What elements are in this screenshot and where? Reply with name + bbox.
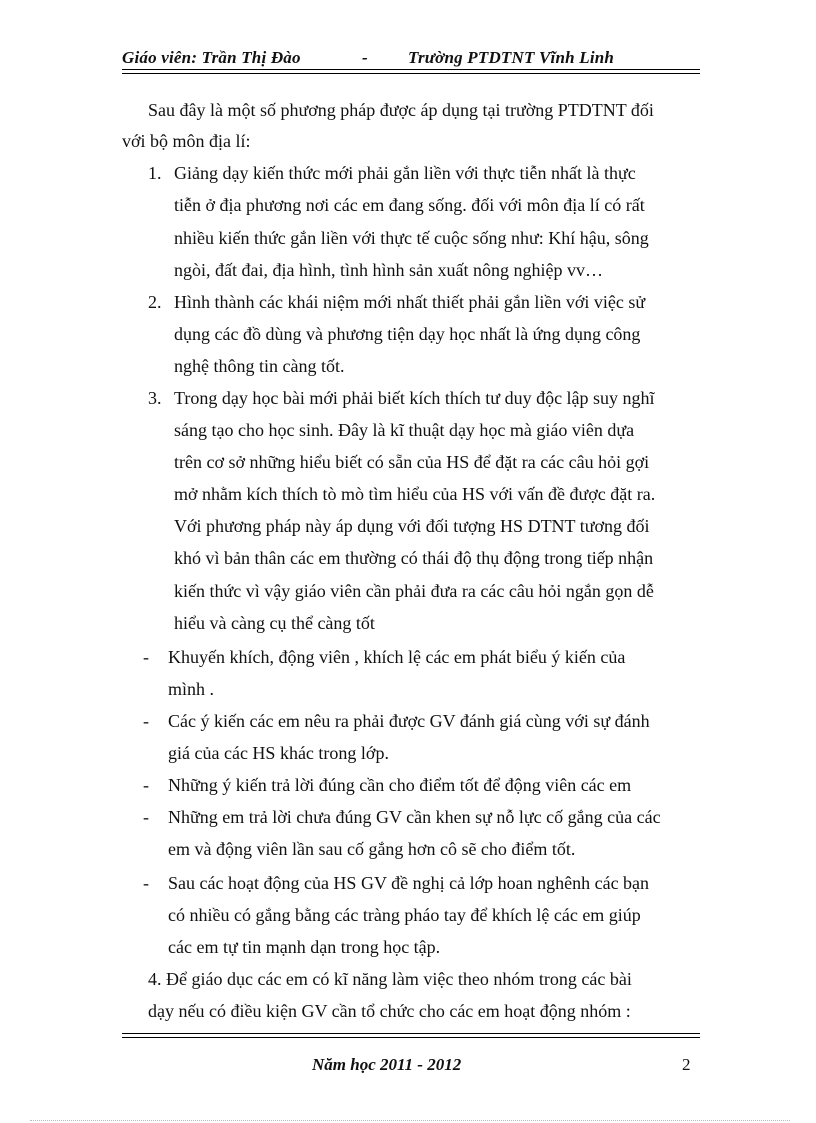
intro-line: Sau đây là một số phương pháp được áp dụng tại trường PTDTNT đối (148, 100, 654, 120)
header-separator: - (362, 48, 368, 67)
list-item-line: Trong dạy học bài mới phải biết kích thích tư duy độc lập suy nghĩ (174, 388, 655, 408)
bullet-line: Những ý kiến trả lời đúng cần cho điểm tốt để động viên các em (168, 775, 632, 795)
closing-line: dạy nếu có điều kiện GV cần tổ chức cho các em hoạt động nhóm : (148, 1001, 631, 1021)
bullet-line: Những em trả lời chưa đúng GV cần khen sự nỗ lực cố gắng của các (168, 807, 661, 827)
bullet-line: các em tự tin mạnh dạn trong học tập. (168, 937, 441, 957)
list-item-line: hiểu và càng cụ thể càng tốt (174, 613, 375, 633)
list-item-line: trên cơ sở những hiểu biết có sẵn của HS để đặt ra các câu hỏi gợi (174, 452, 650, 472)
bullet-line: giá của các HS khác trong lớp. (168, 743, 389, 763)
list-number: 3. (148, 388, 162, 408)
page-number: 2 (682, 1055, 691, 1074)
list-item-line: tiễn ở địa phương nơi các em đang sống. đối với môn địa lí có rất (174, 195, 645, 215)
list-item-line: Giảng dạy kiến thức mới phải gắn liền với thực tiễn nhất là thực (174, 163, 636, 183)
list-number: 1. (148, 163, 162, 183)
bullet-marker: - (143, 873, 149, 893)
list-item-line: khó vì bản thân các em thường có thái độ thụ động trong tiếp nhận (174, 548, 654, 568)
bullet-line: Các ý kiến các em nêu ra phải được GV đánh giá cùng với sự đánh (168, 711, 650, 731)
bullet-line: mình . (168, 679, 215, 699)
footer-rule-thick (122, 1033, 700, 1034)
bullet-marker: - (143, 807, 149, 827)
header-teacher: Giáo viên: Trần Thị Đào (122, 48, 301, 67)
list-item-line: Hình thành các khái niệm mới nhất thiết phải gắn liền với việc sử (174, 292, 646, 312)
list-item-line: nghệ thông tin càng tốt. (174, 356, 345, 376)
list-item-line: ngòi, đất đai, địa hình, tình hình sản xuất nông nghiệp vv… (174, 260, 603, 280)
bullet-marker: - (143, 775, 149, 795)
bullet-marker: - (143, 647, 149, 667)
header-rule-thin (122, 73, 700, 74)
page-header (122, 48, 700, 70)
footer-school-year: Năm học 2011 - 2012 (312, 1055, 462, 1074)
list-item-line: Với phương pháp này áp dụng với đối tượng HS DTNT tương đối (174, 516, 650, 536)
list-item-line: kiến thức vì vậy giáo viên cần phải đưa ra các câu hỏi ngắn gọn dễ (174, 581, 654, 601)
list-item-line: mở nhằm kích thích tò mò tìm hiểu của HS với vấn đề được đặt ra. (174, 484, 656, 504)
bullet-line: có nhiều có gắng bằng các tràng pháo tay để khích lệ các em giúp (168, 905, 641, 925)
list-number: 2. (148, 292, 162, 312)
bullet-marker: - (143, 711, 149, 731)
list-item-line: dụng các đồ dùng và phương tiện dạy học nhất là ứng dụng công (174, 324, 641, 344)
header-school: Trường PTDTNT Vĩnh Linh (408, 48, 615, 67)
list-item-line: nhiều kiến thức gắn liền với thực tế cuộc sống như: Khí hậu, sông (174, 228, 649, 248)
intro-line: với bộ môn địa lí: (122, 131, 251, 151)
page-bottom-border (30, 1120, 790, 1121)
bullet-line: Khuyến khích, động viên , khích lệ các em phát biểu ý kiến của (168, 647, 626, 667)
footer-rule-thin (122, 1037, 700, 1038)
bullet-line: Sau các hoạt động của HS GV đề nghị cả lớp hoan nghênh các bạn (168, 873, 650, 893)
bullet-line: em và động viên lần sau cố gắng hơn cô sẽ cho điểm tốt. (168, 839, 576, 859)
closing-line: 4. Để giáo dục các em có kĩ năng làm việc theo nhóm trong các bài (148, 969, 632, 989)
header-rule-thick (122, 69, 700, 70)
list-item-line: sáng tạo cho học sinh. Đây là kĩ thuật dạy học mà giáo viên dựa (174, 420, 635, 440)
